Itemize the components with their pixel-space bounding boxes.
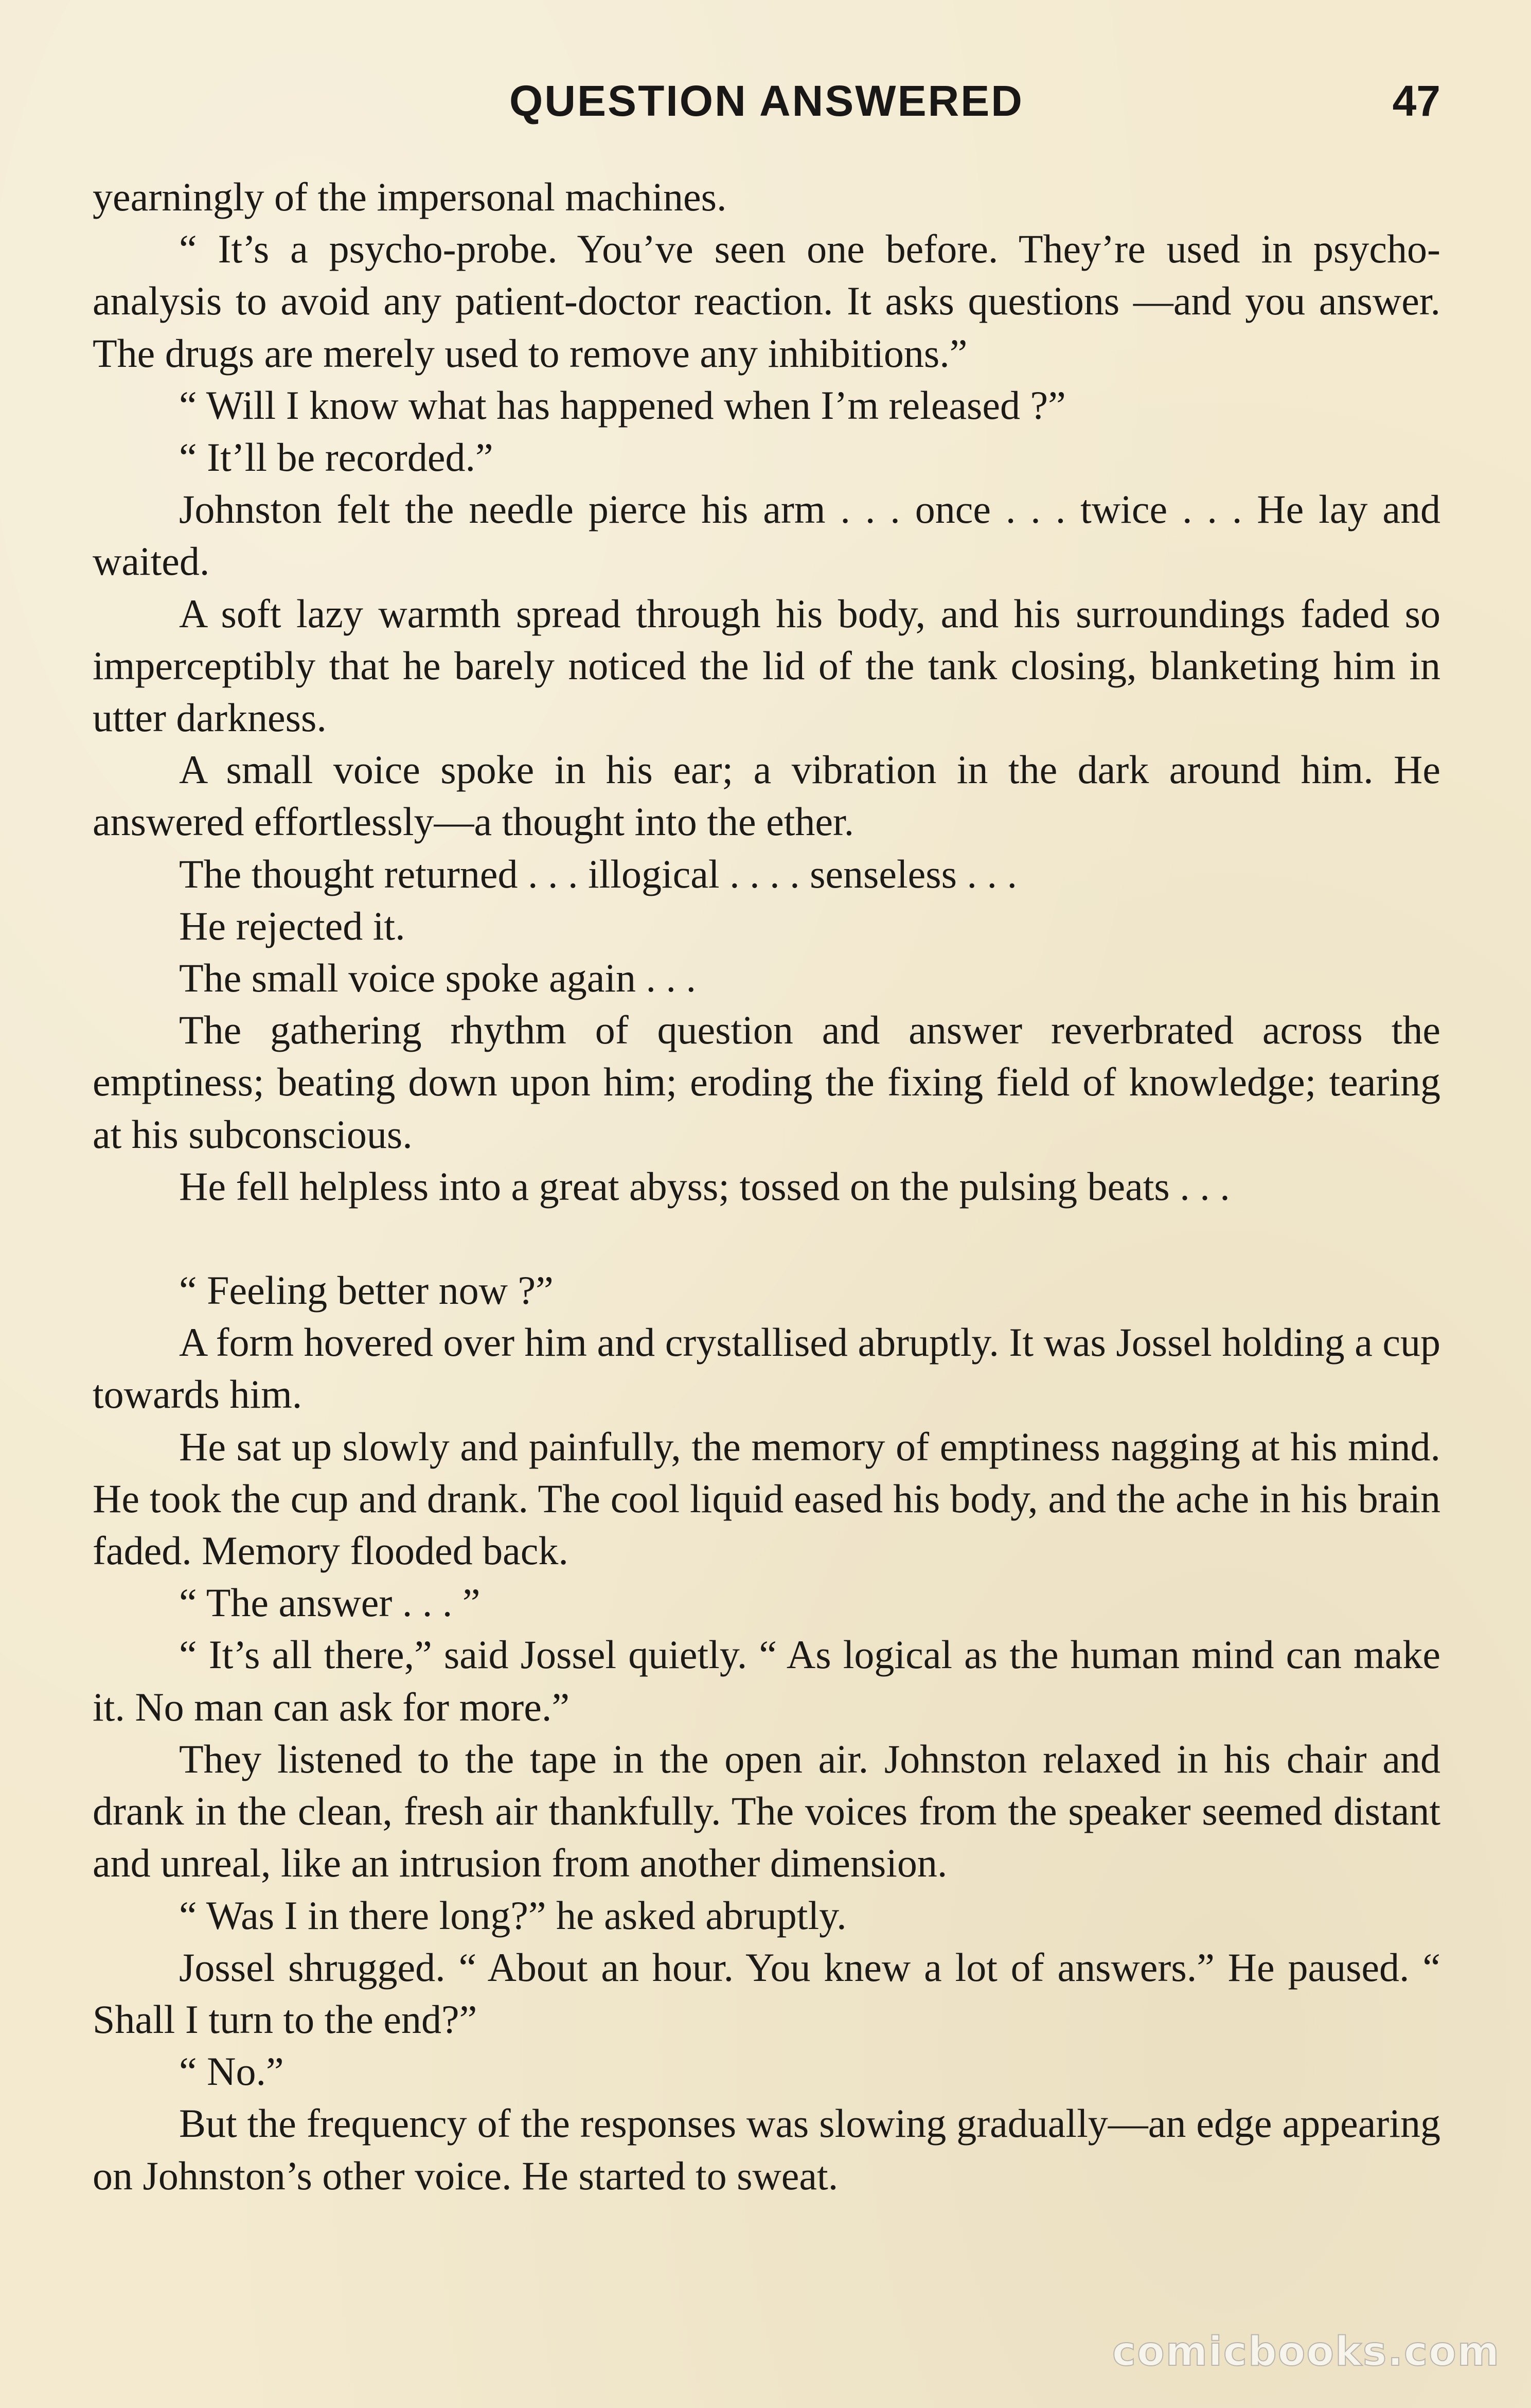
paragraph: They listened to the tape in the open air. Johnston relaxed in his chair and drank in the clean, fresh air thankfully. The voices from the speaker seemed distant and unreal, like an intrusion from another dimension. — [93, 1736, 1440, 1886]
paragraph: A form hovered over him and crystallised abruptly. It was Jossel holding a cup towards him. — [93, 1320, 1440, 1417]
paragraph: A small voice spoke in his ear; a vibration in the dark around him. He answered effortlessly—a thought into the ether. — [93, 747, 1440, 844]
paragraph: The thought returned . . . illogical . . . . senseless . . . — [179, 851, 1018, 896]
paragraph: The gathering rhythm of question and answer reverbrated across the emptiness; beating down upon him; eroding the fixing field of knowledge; tearing at his subconscious. — [93, 1007, 1440, 1157]
paragraph: He fell helpless into a great abyss; tossed on the pulsing beats . . . — [179, 1163, 1230, 1209]
page-number: 47 — [1392, 77, 1440, 125]
paragraph: “ Was I in there long?” he asked abruptly. — [179, 1892, 847, 1938]
paragraph: “ It’s all there,” said Jossel quietly. “ As logical as the human mind can make it. No man can ask for more.” — [93, 1632, 1440, 1729]
paragraph: “ Will I know what has happened when I’m released ?” — [179, 382, 1066, 428]
paragraph: But the frequency of the responses was slowing gradually—an edge appearing on Johnston’s other voice. He started to sweat. — [93, 2101, 1440, 2198]
paragraph: “ It’ll be recorded.” — [179, 435, 493, 480]
paragraph: He rejected it. — [179, 903, 405, 948]
body-text — [93, 171, 1440, 2202]
paragraph: The small voice spoke again . . . — [179, 955, 697, 1001]
section-break — [93, 1212, 1440, 1264]
paragraph: “ Feeling better now ?” — [179, 1268, 554, 1313]
running-title: QUESTION ANSWERED — [509, 77, 1024, 125]
paragraph: A soft lazy warmth spread through his body, and his surroundings faded so imperceptibly that he barely noticed the lid of the tank closing, blanketing him in utter darkness. — [93, 591, 1440, 740]
paragraph: “ No.” — [179, 2049, 284, 2094]
running-header — [93, 76, 1440, 133]
paragraph: He sat up slowly and painfully, the memory of emptiness nagging at his mind. He took the cup and drank. The cool liquid eased his body, and the ache in his brain faded. Memory flooded back. — [93, 1424, 1440, 1573]
paragraph: “ The answer . . . ” — [179, 1580, 480, 1625]
paragraph: “ It’s a psycho-probe. You’ve seen one before. They’re used in psycho-analysis to avoid any patient-doctor reaction. It asks questions —and you answer. The drugs are merely used to remove any inhibitions.” — [93, 226, 1440, 376]
watermark: comicbooks.com — [1112, 2329, 1500, 2375]
paragraph: yearningly of the impersonal machines. — [93, 174, 727, 219]
paragraph: Jossel shrugged. “ About an hour. You knew a lot of answers.” He paused. “ Shall I turn to the end?” — [93, 1944, 1440, 2042]
paragraph: Johnston felt the needle pierce his arm . . . once . . . twice . . . He lay and waited. — [93, 487, 1440, 584]
